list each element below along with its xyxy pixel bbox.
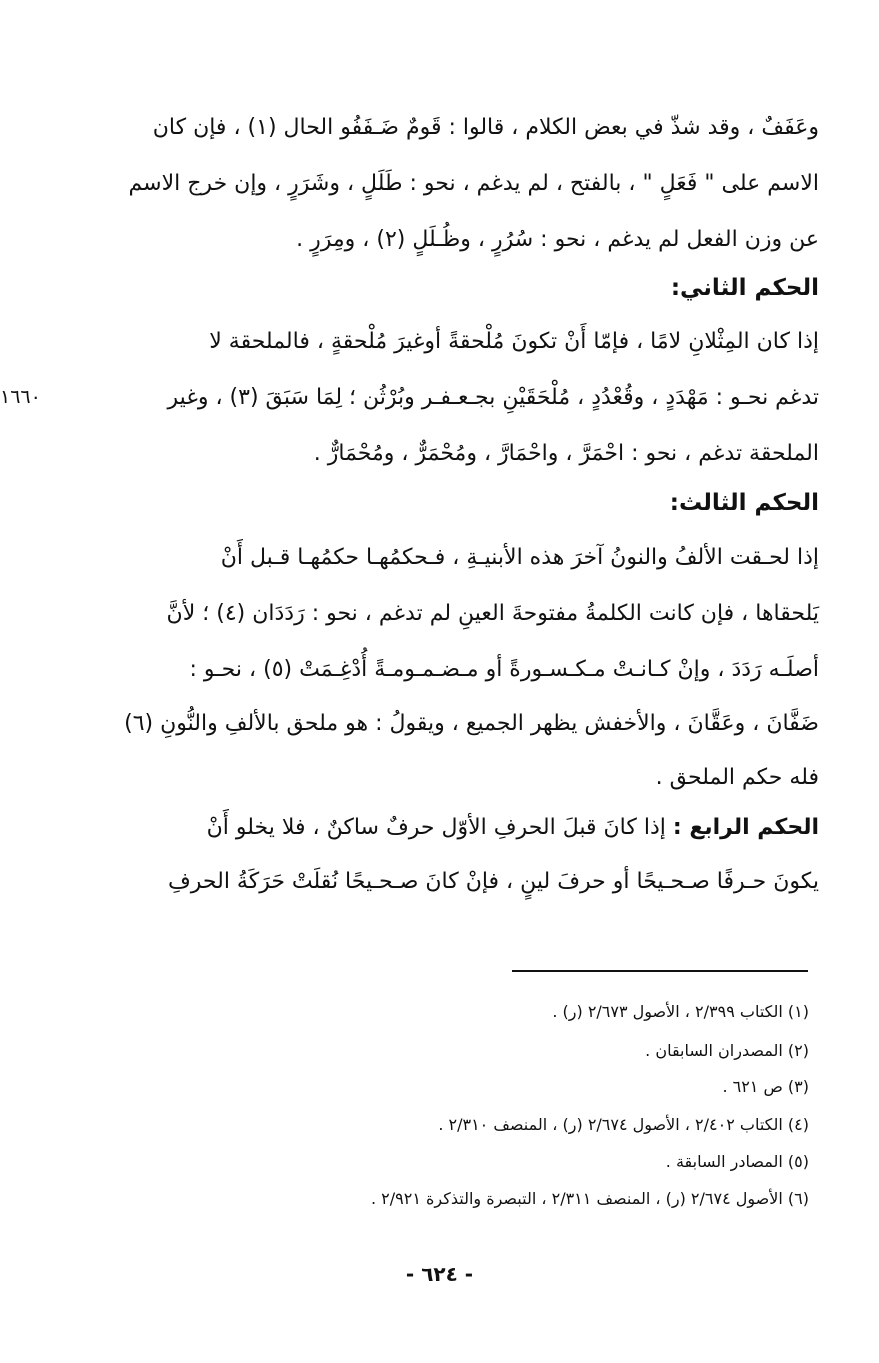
heading-second-rule: الحكم الثاني: — [670, 275, 819, 301]
margin-note: ١٦٦٠ — [0, 386, 41, 408]
paragraph4-line-2: يكونَ حـرفًا صـحـيحًا أو حرفَ لينٍ ، فإنْ كانَ صـحـيحًا نُقلَتْ حَرَكَةُ الحرفِ — [167, 869, 819, 894]
footnote-6: (٦) الأصول ٢/٦٧٤ (ر) ، المنصف ٢/٣١١ ، التبصرة والتذكرة ٢/٩٢١ . — [370, 1189, 809, 1208]
heading-third-rule: الحكم الثالث: — [669, 490, 819, 516]
paragraph1-line-2: الاسم على " فَعَلٍ " ، بالفتح ، لم يدغم ، نحو : طَلَلٍ ، وشَرَرٍ ، وإن خرج الاسم — [128, 171, 819, 196]
paragraph3-line-1: إذا لحـقت الألفُ والنونُ آخرَ هذه الأبنيـةِ ، فـحكمُهـا حكمُهـا قـبل أَنْ — [220, 545, 819, 570]
paragraph3-line-4: ضَفَّانَ ، وعَقَّانَ ، والأخفش يظهر الجميع ، ويقولُ : هو ملحق بالألفِ والنُّونِ (٦) — [124, 711, 819, 736]
paragraph3-line-3: أصلَـه رَدَدَ ، وإنْ كـانـتْ مـكـسـورةً أو مـضـمـومـةً أُدْغِـمَتْ (٥) ، نحـو : — [189, 657, 819, 682]
footnote-3: (٣) ص ٦٢١ . — [722, 1077, 809, 1096]
fourth-rule-text: إذا كانَ قبلَ الحرفِ الأوّل حرفٌ ساكنٌ ، فلا يخلو أَنْ — [206, 815, 666, 840]
paragraph3-line-5: فله حكم الملحق . — [655, 765, 819, 790]
fourth-rule-lead: الحكم الرابع : — [672, 815, 819, 840]
footnote-5: (٥) المصادر السابقة . — [665, 1152, 809, 1171]
paragraph2-line-1: إذا كان المِثْلانِ لامًا ، فإمّا أَنْ تكونَ مُلْحقةً أوغيرَ مُلْحقةٍ ، فالملحقة لا — [209, 329, 819, 354]
paragraph4-line-1 — [40, 808, 819, 848]
paragraph2-line-3: الملحقة تدغم ، نحو : احْمَرَّ ، واحْمَارَّ ، ومُحْمَرٌّ ، ومُحْمَارٌّ . — [313, 441, 819, 466]
paragraph3-line-2: يَلحقاها ، فإن كانت الكلمةُ مفتوحةَ العينِ لم تدغم ، نحو : رَدَدَان (٤) ؛ لأنَّ — [166, 601, 819, 626]
footnote-4: (٤) الكتاب ٢/٤٠٢ ، الأصول ٢/٦٧٤ (ر) ، المنصف ٢/٣١٠ . — [438, 1115, 809, 1134]
footnote-divider — [512, 970, 808, 972]
paragraph1-line-3: عن وزن الفعل لم يدغم ، نحو : سُرُرٍ ، وظُـلَلٍ (٢) ، ومِرَرٍ . — [296, 227, 819, 252]
footnote-2: (٢) المصدران السابقان . — [645, 1041, 809, 1060]
paragraph2-line-2: تدغم نحـو : مَهْدَدٍ ، وقُعْدُدٍ ، مُلْحَقَيْنِ بجـعـفـر وبُرْثُن ؛ لِمَا سَبَقَ (٣) ، وغير — [167, 385, 819, 410]
paragraph1-line-1: وعَفَفٌ ، وقد شذّ في بعض الكلام ، قالوا : قَومٌ ضَـفَفُو الحال (١) ، فإن كان — [152, 115, 819, 140]
page-number: - ٦٢٤ - — [405, 1262, 474, 1286]
footnote-1: (١) الكتاب ٢/٣٩٩ ، الأصول ٢/٦٧٣ (ر) . — [552, 1002, 809, 1021]
